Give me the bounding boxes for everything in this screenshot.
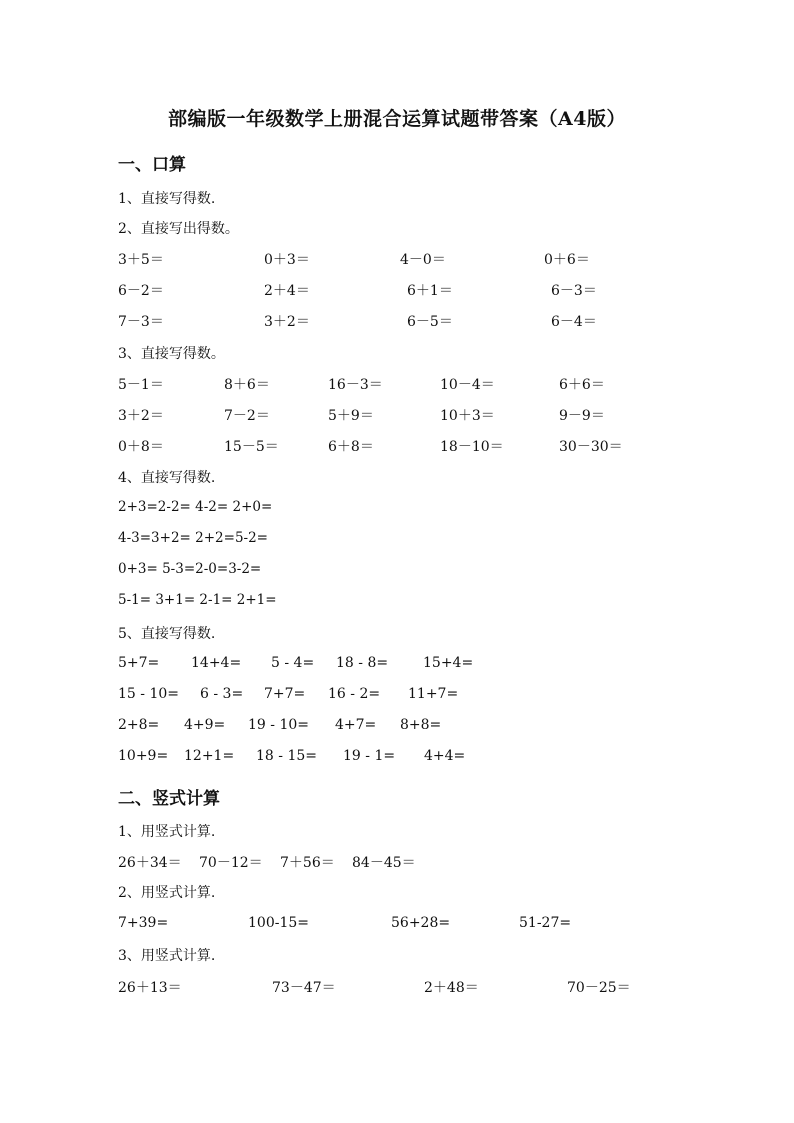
problem-item: 7+7= [264,686,306,702]
s2q3-row [0,977,794,997]
q2-row [0,280,794,300]
q5-row [0,686,794,706]
problem-item: 6－5＝ [407,314,453,330]
problem-item: 4+4= [424,748,466,764]
problem-item: 2＋4＝ [264,283,310,299]
problem-item: 15 - 10= [118,686,179,702]
problem-item: 5+7= [118,655,160,671]
problem-item: 7＋56＝ [280,855,335,871]
question-label-2-3: 3、用竖式计算. [118,948,216,964]
problem-item: 6＋1＝ [407,283,453,299]
problem-item: 6－2＝ [118,283,164,299]
problem-item: 0＋8＝ [118,439,164,455]
problem-item: 10－4＝ [440,377,495,393]
q3-row [0,374,794,394]
problem-item: 26＋13＝ [118,980,182,996]
problem-item: 26＋34＝ [118,855,182,871]
problem-item: 8+8= [400,717,442,733]
problem-item: 5－1＝ [118,377,164,393]
q3-row [0,436,794,456]
problem-item: 18－10＝ [440,439,504,455]
problem-item: 5＋9＝ [328,408,374,424]
problem-line: 0+3= 5-3=2-0=3-2= [118,561,262,577]
problem-item: 8＋6＝ [224,377,270,393]
problem-line: 4-3=3+2= 2+2=5-2= [118,530,268,546]
question-label-1-4: 4、直接写得数. [118,470,216,486]
problem-item: 70－25＝ [567,980,631,996]
question-label-1-1: 1、直接写得数. [118,191,216,207]
problem-item: 19 - 1= [343,748,396,764]
s2q2-row [0,915,794,935]
problem-item: 84－45＝ [352,855,416,871]
problem-item: 18 - 8= [336,655,389,671]
problem-item: 0＋3＝ [264,252,310,268]
problem-item: 6－3＝ [551,283,597,299]
problem-item: 6＋8＝ [328,439,374,455]
problem-item: 100-15= [248,915,309,931]
s2q1-row [0,852,794,872]
problem-item: 9－9＝ [559,408,605,424]
problem-item: 4－0＝ [400,252,446,268]
problem-item: 7－3＝ [118,314,164,330]
problem-item: 2+8= [118,717,160,733]
q5-row [0,655,794,675]
problem-item: 2＋48＝ [424,980,479,996]
problem-line: 2+3=2-2= 4-2= 2+0= [118,499,273,515]
problem-item: 3＋5＝ [118,252,164,268]
problem-item: 10+9= [118,748,169,764]
problem-item: 30－30＝ [559,439,623,455]
question-label-2-2: 2、用竖式计算. [118,885,216,901]
problem-item: 51-27= [519,915,572,931]
problem-item: 15－5＝ [224,439,279,455]
q2-row [0,249,794,269]
problem-item: 70－12＝ [199,855,263,871]
problem-item: 14+4= [191,655,242,671]
problem-item: 15+4= [423,655,474,671]
problem-item: 4+9= [184,717,226,733]
problem-item: 56+28= [391,915,451,931]
question-label-1-3: 3、直接写得数。 [118,346,225,362]
problem-item: 3＋2＝ [264,314,310,330]
problem-item: 0＋6＝ [544,252,590,268]
problem-item: 4+7= [335,717,377,733]
problem-item: 5 - 4= [271,655,315,671]
problem-item: 16－3＝ [328,377,383,393]
q2-row [0,311,794,331]
problem-item: 6 - 3= [200,686,244,702]
problem-item: 6＋6＝ [559,377,605,393]
question-label-1-5: 5、直接写得数. [118,626,216,642]
problem-item: 6－4＝ [551,314,597,330]
question-label-2-1: 1、用竖式计算. [118,824,216,840]
problem-item: 18 - 15= [256,748,317,764]
section-heading-vertical: 二、竖式计算 [118,789,220,809]
problem-item: 12+1= [184,748,235,764]
problem-item: 3＋2＝ [118,408,164,424]
problem-item: 10＋3＝ [440,408,495,424]
page-title: 部编版一年级数学上册混合运算试题带答案（A4版） [168,108,626,130]
section-heading-oral: 一、口算 [118,155,186,175]
problem-item: 73－47＝ [272,980,336,996]
problem-item: 7－2＝ [224,408,270,424]
q5-row [0,748,794,768]
q3-row [0,405,794,425]
q5-row [0,717,794,737]
question-label-1-2: 2、直接写出得数。 [118,221,239,237]
problem-line: 5-1= 3+1= 2-1= 2+1= [118,592,277,608]
problem-item: 16 - 2= [328,686,381,702]
problem-item: 19 - 10= [248,717,309,733]
problem-item: 7+39= [118,915,169,931]
problem-item: 11+7= [408,686,459,702]
